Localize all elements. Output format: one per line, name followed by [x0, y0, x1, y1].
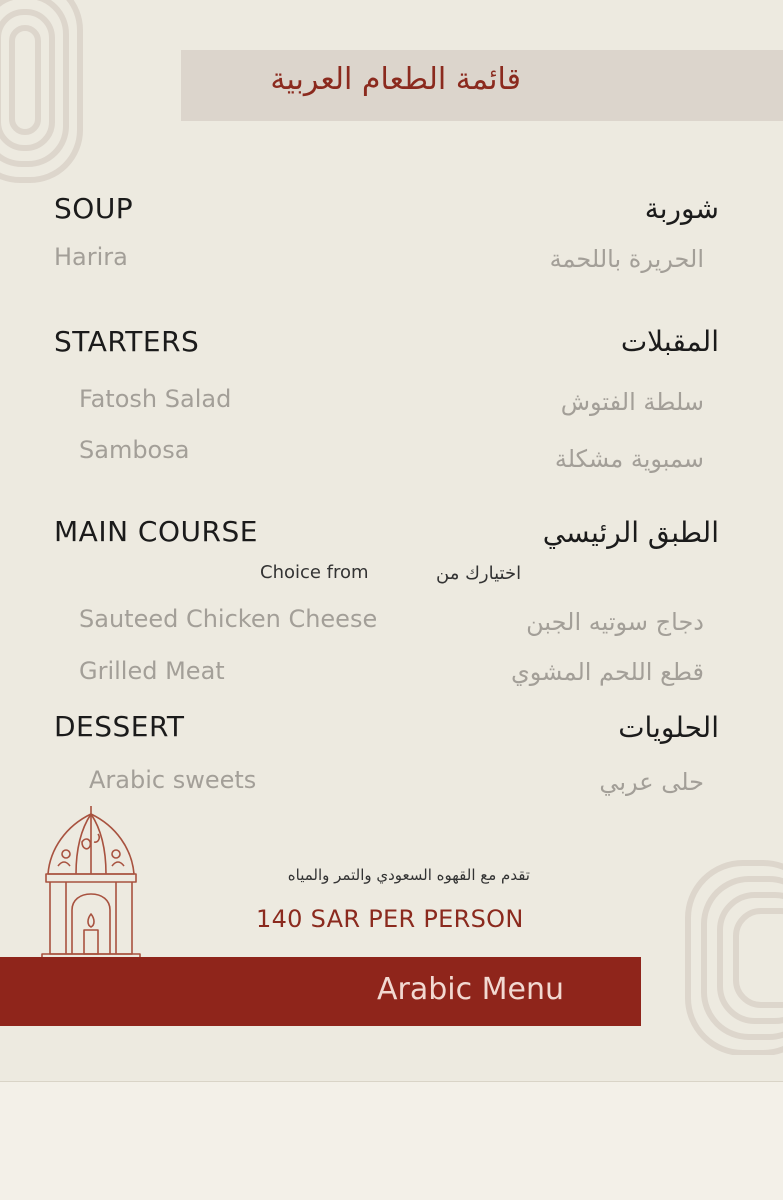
choice-note-en: Choice from	[260, 562, 369, 583]
section-heading-ar: الطبق الرئيسي	[542, 516, 719, 549]
menu-item-en: Sambosa	[79, 436, 190, 464]
menu-item-ar: سمبوية مشكلة	[554, 445, 704, 473]
service-note: تقدم مع القهوه السعودي والتمر والمياه	[287, 866, 530, 884]
section-heading-ar: المقبلات	[620, 325, 719, 358]
section-heading-en: DESSERT	[54, 710, 185, 743]
price-label: 140 SAR PER PERSON	[256, 905, 524, 933]
menu-item-ar: سلطة الفتوش	[560, 388, 704, 416]
section-heading-ar: شوربة	[644, 192, 719, 225]
menu-title: قائمة الطعام العربية	[270, 62, 521, 97]
menu-item-en: Harira	[54, 243, 128, 271]
section-heading-en: SOUP	[54, 192, 134, 225]
footer-title: Arabic Menu	[377, 972, 565, 1007]
menu-item-en: Arabic sweets	[89, 766, 257, 794]
section-heading-ar: الحلويات	[618, 711, 719, 744]
menu-item-en: Sauteed Chicken Cheese	[79, 605, 378, 633]
menu-item-ar: الحريرة باللحمة	[549, 245, 704, 273]
section-heading-en: STARTERS	[54, 325, 200, 358]
menu-item-ar: دجاج سوتيه الجبن	[526, 608, 704, 636]
menu-item-en: Grilled Meat	[79, 657, 225, 685]
section-heading-en: MAIN COURSE	[54, 515, 258, 548]
menu-item-ar: حلى عربي	[599, 768, 704, 796]
menu-item-en: Fatosh Salad	[79, 385, 232, 413]
lantern-icon	[36, 804, 146, 959]
choice-note-ar: اختيارك من	[436, 563, 522, 584]
menu-item-ar: قطع اللحم المشوي	[510, 658, 704, 686]
concentric-rings-icon	[0, 0, 100, 200]
concentric-rings-icon	[680, 855, 783, 1055]
